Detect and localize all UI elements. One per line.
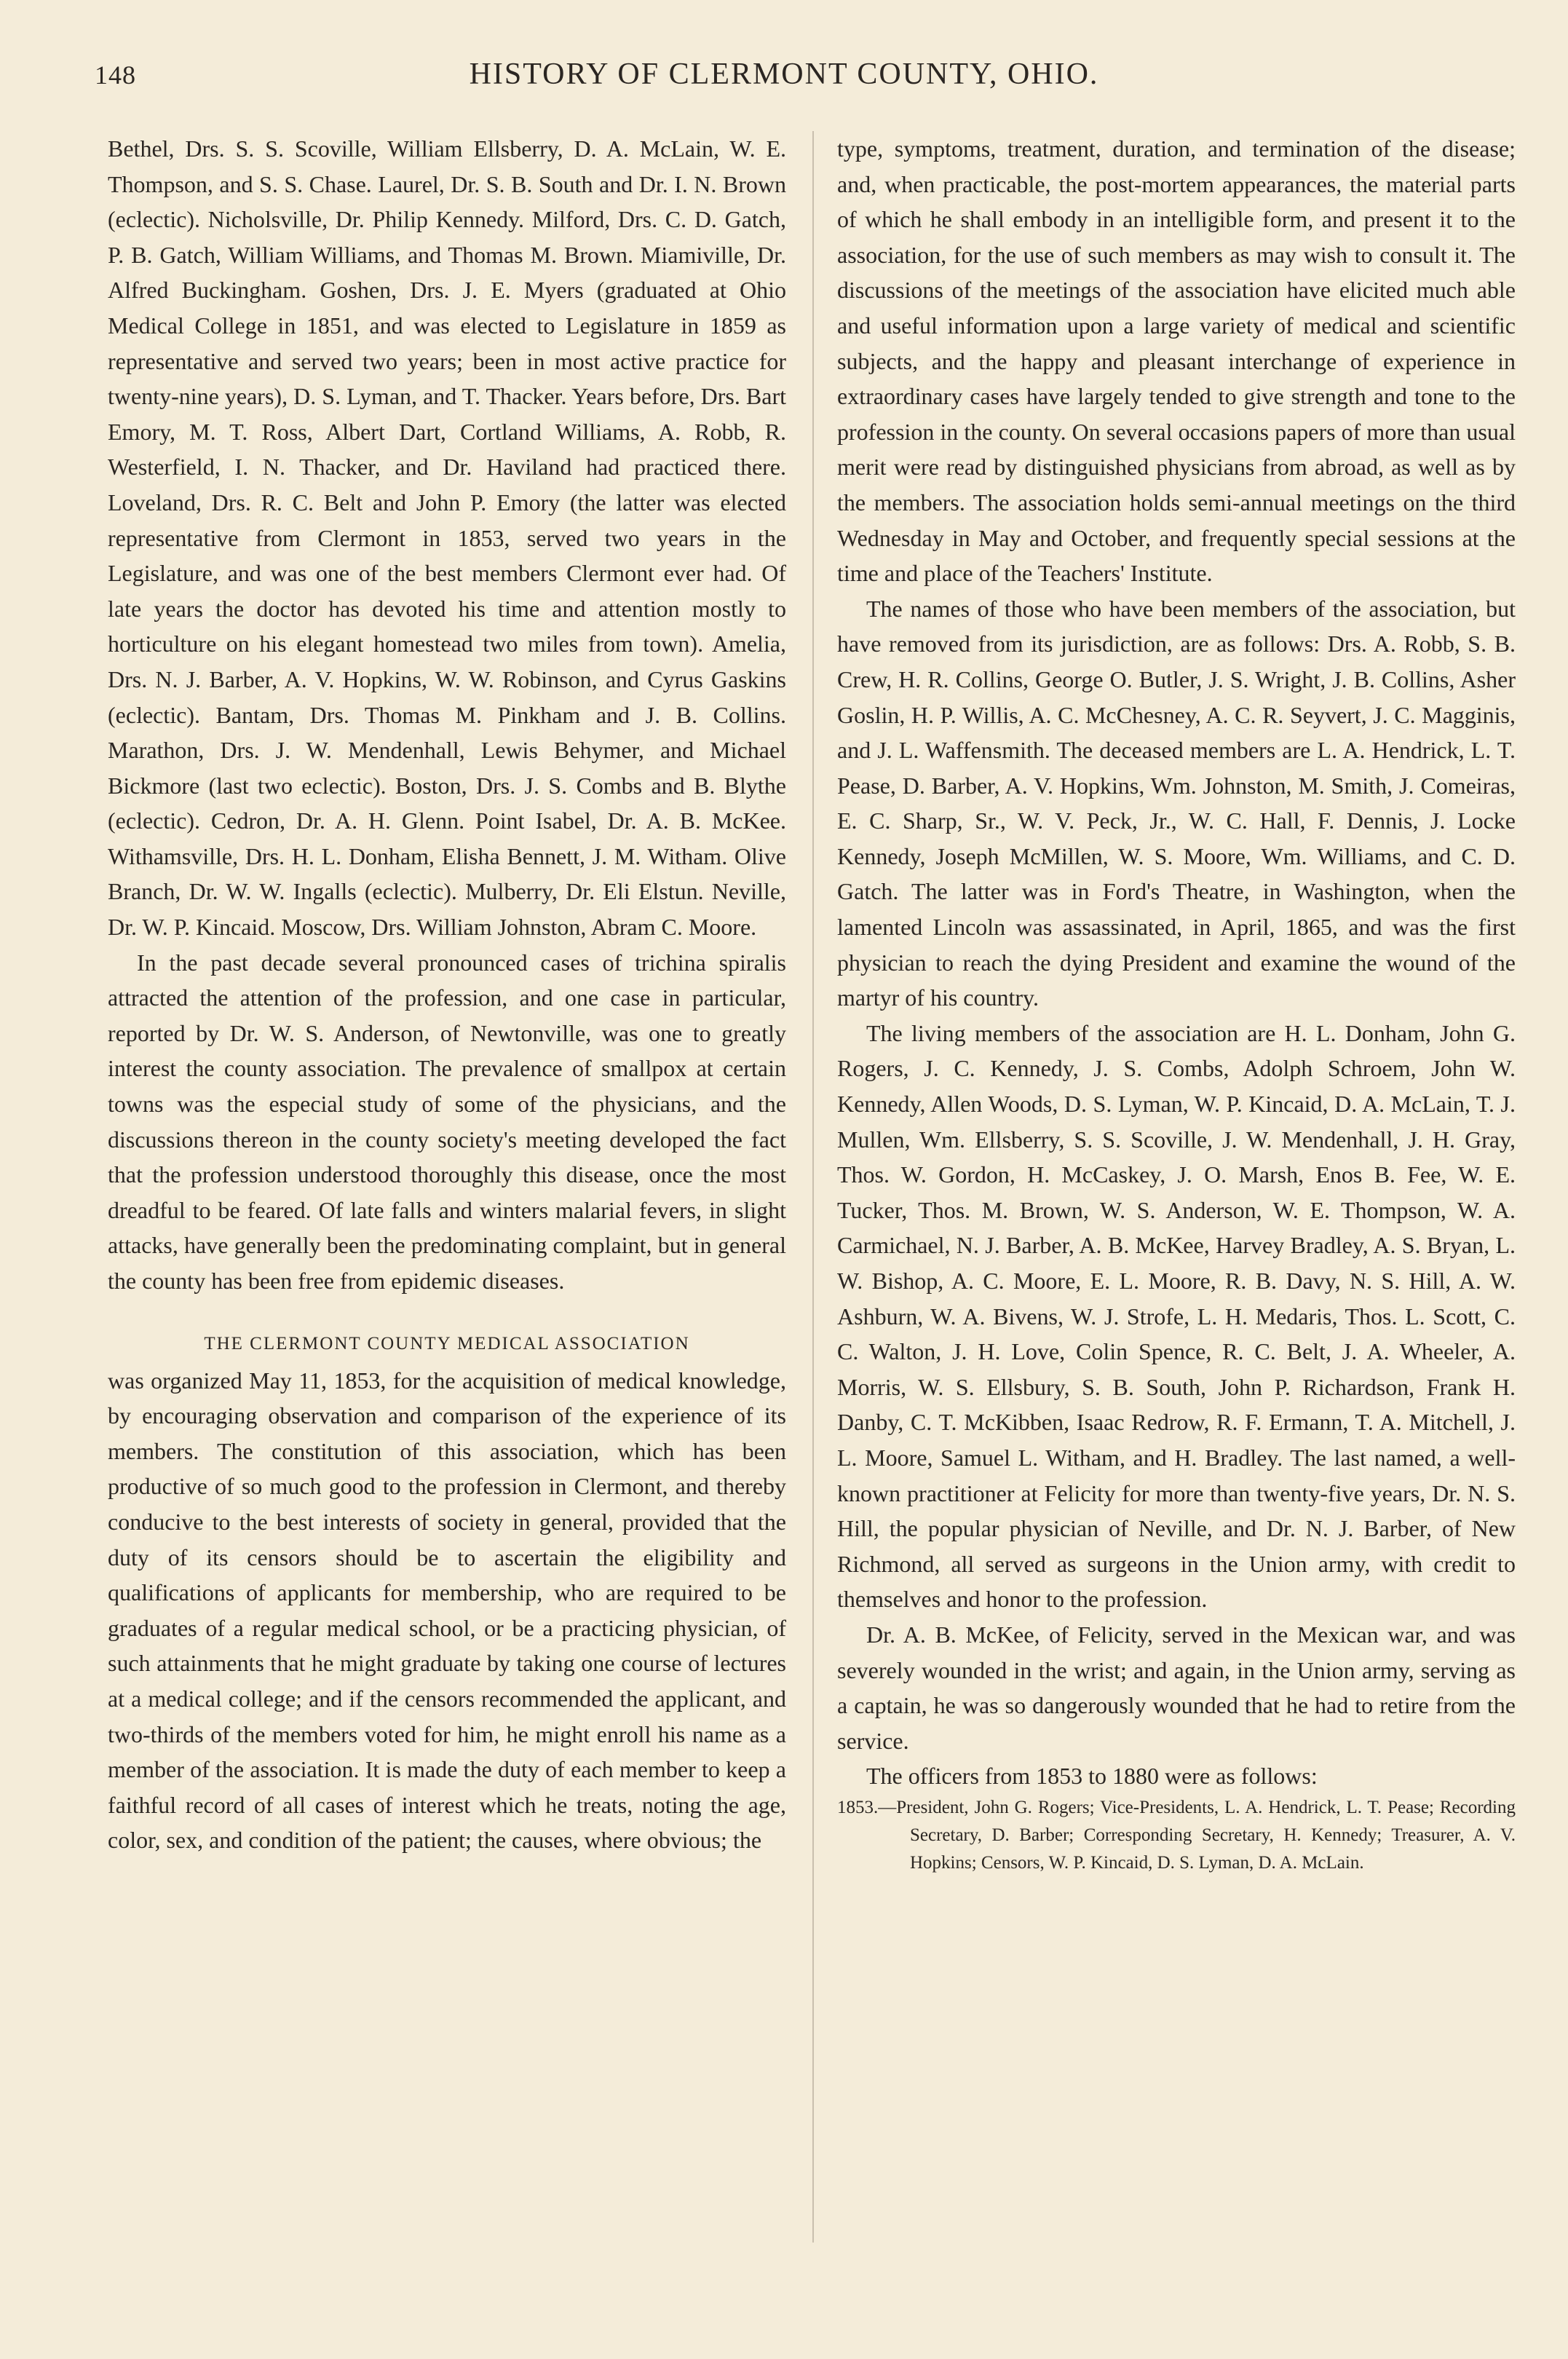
paragraph-association-organized: was organized May 11, 1853, for the acquisition of medical knowledge, by encouraging observation and comparison of the experience of its members. The constitution of this association, which has been productive of so much good to the profession in Clermont, and thereby conducive to the best interests of society in general, provided that the duty of its censors should be to ascertain the eligibility and qualifications of applicants for membership, who are required to be graduates of a regular medical school, or be a practicing physician, of such attainments that he might graduate by taking one course of lectures at a medical college; and if the censors recommended the applicant, and two-thirds of the members voted for him, he might enroll his name as a member of the association. It is made the duty of each member to keep a faithful record of all cases of interest which he treats, noting the age, color, sex, and condition of the patient; the causes, where obvious; the [108,1367,786,1854]
officers-1853: 1853.—President, John G. Rogers; Vice-Presidents, L. A. Hendrick, L. T. Pease; Recording Secretary, D. Barber; Corresponding Secretary, H. Kennedy; Treasurer, A. V. Hopkins; Censors, W. P. Kincaid, D. S. Lyman, D. A. McLain. [837,1797,1516,1873]
page-number: 148 [95,60,136,90]
paragraph-epidemics: In the past decade several pronounced cases of trichina spiralis attracted the attention of the profession, and one case in particular, reported by Dr. W. S. Anderson, of Newtonville, was one to greatly interest the county association. The prevalence of smallpox at certain towns was the especial study of some of the physicians, and the discussions thereon in the county society's meeting developed the fact that the profession understood thoroughly this disease, once the most dreadful to be feared. Of late falls and winters malarial fevers, in slight attacks, have generally been the predominating complaint, but in general the county has been free from epidemic diseases. [108,949,786,1294]
paragraph-living-members: The living members of the association are H. L. Donham, John G. Rogers, J. C. Kennedy, J. S. Combs, Adolph Schroem, John W. Kennedy, Allen Woods, D. S. Lyman, W. P. Kincaid, D. A. McLain, T. J. Mullen, Wm. Ellsberry, S. S. Scoville, J. W. Mendenhall, J. H. Gray, Thos. W. Gordon, H. McCaskey, J. O. Marsh, Enos B. Fee, W. E. Tucker, Thos. M. Brown, W. S. Anderson, W. E. Thompson, W. A. Carmichael, N. J. Barber, A. B. McKee, Harvey Bradley, A. S. Bryan, L. W. Bishop, A. C. Moore, E. L. Moore, R. B. Davy, N. S. Hill, A. W. Ashburn, W. A. Bivens, W. J. Strofe, L. H. Medaris, Thos. L. Scott, C. C. Walton, J. H. Love, Colin Spence, R. C. Belt, J. A. Wheeler, A. Morris, W. S. Ellsbury, S. B. South, John P. Richardson, Frank H. Danby, C. T. McKibben, Isaac Redrow, R. F. Ermann, T. A. Mitchell, J. L. Moore, Samuel L. Witham, and H. Bradley. The last named, a well-known practitioner at Felicity for more than twenty-five years, Dr. N. S. Hill, the popular physician of Neville, and Dr. N. J. Barber, of New Richmond, all served as surgeons in the Union army, with credit to themselves and honor to the profession. [837,1019,1516,1613]
paragraph-mckee: Dr. A. B. McKee, of Felicity, served in the Mexican war, and was severely wounded in the wrist; and again, in the Union army, serving as a captain, he was so dangerously wounded that he had to retire from the service. [837,1621,1516,1754]
section-heading: THE CLERMONT COUNTY MEDICAL ASSOCIATION [204,1333,690,1354]
paragraph-association-continued: type, symptoms, treatment, duration, and termination of the disease; and, when practicable, the post-mortem appearances, the material parts of which he shall embody in an intelligible form, and present it to the association, for the use of such members as may wish to consult it. The discussions of the meetings of the association have elicited much able and useful information upon a large variety of medical and scientific subjects, and the happy and pleasant interchange of experience in extraordinary cases have largely tended to give strength and tone to the profession in the county. On several occasions papers of more than usual merit were read by distinguished physicians from abroad, as well as by the members. The association holds semi-annual meetings on the third Wednesday in May and October, and frequently special sessions at the time and place of the Teachers' Institute. [837,135,1516,587]
right-column [837,131,1516,1877]
paragraph-former-members: The names of those who have been members of the association, but have removed from its jurisdiction, are as follows: Drs. A. Robb, S. B. Crew, H. R. Collins, George O. Butler, J. S. Wright, J. B. Collins, Asher Goslin, H. P. Willis, A. C. McChesney, A. C. R. Seyvert, J. C. Magginis, and J. L. Waffensmith. The deceased members are L. A. Hendrick, L. T. Pease, D. Barber, A. V. Hopkins, Wm. Johnston, M. Smith, J. Comeiras, E. C. Sharp, Sr., W. V. Peck, Jr., W. C. Hall, F. Dennis, J. Locke Kennedy, Joseph McMillen, W. S. Moore, Wm. Williams, and C. D. Gatch. The latter was in Ford's Theatre, in Washington, when the lamented Lincoln was assassinated, in April, 1865, and was the first physician to reach the dying President and examine the wound of the martyr of his country. [837,595,1516,1011]
left-column [108,131,786,1858]
page-header [95,52,1473,103]
paragraph-officers-intro: The officers from 1853 to 1880 were as follows: [866,1763,1318,1790]
paragraph-physicians-by-town: Bethel, Drs. S. S. Scoville, William Ellsberry, D. A. McLain, W. E. Thompson, and S. S. Chase. Laurel, Dr. S. B. South and Dr. I. N. Brown (eclectic). Nicholsville, Dr. Philip Kennedy. Milford, Drs. C. D. Gatch, P. B. Gatch, William Williams, and Thomas M. Brown. Miamiville, Dr. Alfred Buckingham. Goshen, Drs. J. E. Myers (graduated at Ohio Medical College in 1851, and was elected to Legislature in 1859 as representative and served two years; been in most active practice for twenty-nine years), D. S. Lyman, and T. Thacker. Years before, Drs. Bart Emory, M. T. Ross, Albert Dart, Cortland Williams, A. Robb, R. Westerfield, I. N. Thacker, and Dr. Haviland had practiced there. Loveland, Drs. R. C. Belt and John P. Emory (the latter was elected representative from Clermont in 1853, served two years in the Legislature, and was one of the best members Clermont ever had. Of late years the doctor has devoted his time and attention mostly to horticulture on his elegant homestead two miles from town). Amelia, Drs. N. J. Barber, A. V. Hopkins, W. W. Robinson, and Cyrus Gaskins (eclectic). Bantam, Drs. Thomas M. Pinkham and J. B. Collins. Marathon, Drs. J. W. Mendenhall, Lewis Behymer, and Michael Bickmore (last two eclectic). Boston, Drs. J. S. Combs and B. Blythe (eclectic). Cedron, Dr. A. H. Glenn. Point Isabel, Dr. A. B. McKee. Withamsville, Drs. H. L. Donham, Elisha Bennett, J. M. Witham. Olive Branch, Dr. W. W. Ingalls (eclectic). Mulberry, Dr. Eli Elstun. Neville, Dr. W. P. Kincaid. Moscow, Drs. William Johnston, Abram C. Moore. [108,135,786,941]
running-title: HISTORY OF CLERMONT COUNTY, OHIO. [469,58,1099,91]
column-divider [812,131,814,2243]
